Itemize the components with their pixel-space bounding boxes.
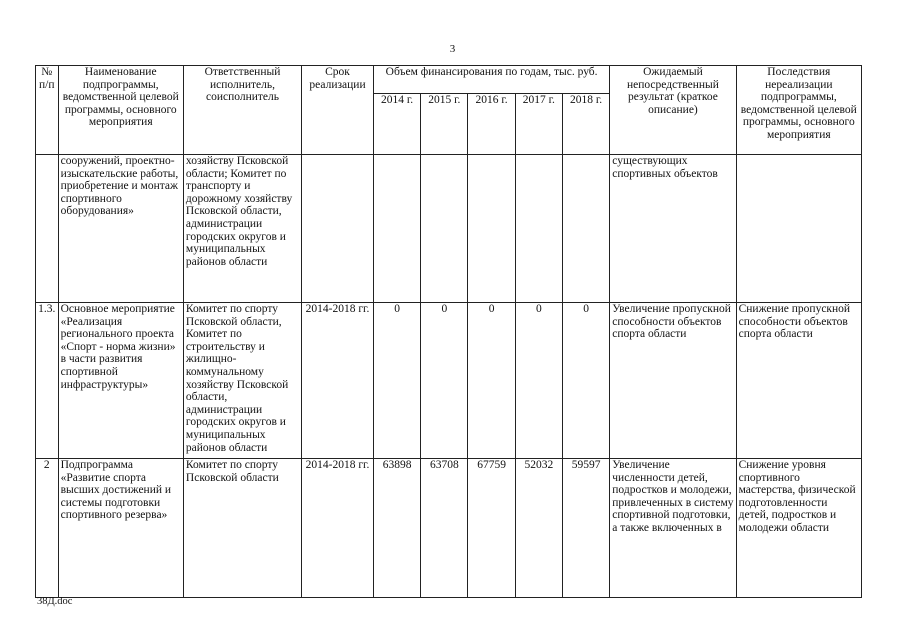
row-term [302, 155, 374, 303]
row-executor: Комитет по спорту Псковской области, Комитет по строительству и жилищно-коммунальному хозяйству Псковской области, администрации городских округов и муниципальных районов области [183, 303, 301, 459]
row-num: 1.3. [36, 303, 59, 459]
row-value: 59597 [562, 459, 609, 598]
header-year: 2016 г. [468, 94, 515, 155]
row-consequences: Снижение уровня спортивного мастерства, физической подготовленности детей, подростков и молодежи области [736, 459, 861, 598]
header-year: 2014 г. [373, 94, 420, 155]
row-value: 0 [421, 303, 468, 459]
row-value: 63708 [421, 459, 468, 598]
row-name: Основное мероприятие «Реализация регионального проекта «Спорт - норма жизни» в части развития спортивной инфраструктуры» [58, 303, 183, 459]
header-consequences: Последствия нереализации подпрограммы, ведомственной целевой программы, основного мероприятия [736, 66, 861, 155]
header-year: 2017 г. [515, 94, 562, 155]
row-value [515, 155, 562, 303]
row-name: сооружений, проектно-изыскательские работы, приобретение и монтаж спортивного оборудования» [58, 155, 183, 303]
row-value [373, 155, 420, 303]
row-num [36, 155, 59, 303]
row-consequences: Снижение пропускной способности объектов спорта области [736, 303, 861, 459]
row-term: 2014-2018 гг. [302, 459, 374, 598]
program-table [35, 65, 862, 598]
row-num: 2 [36, 459, 59, 598]
row-result: Увеличение пропускной способности объектов спорта области [610, 303, 736, 459]
row-executor: Комитет по спорту Псковской области [183, 459, 301, 598]
row-value [421, 155, 468, 303]
row-value: 0 [468, 303, 515, 459]
page-number: 3 [449, 43, 456, 55]
header-name: Наименование подпрограммы, ведомственной целевой программы, основного мероприятия [58, 66, 183, 155]
table-row [36, 303, 862, 459]
row-name: Подпрограмма «Развитие спорта высших достижений и системы подготовки спортивного резерва» [58, 459, 183, 598]
header-term: Срок реализации [302, 66, 374, 155]
row-value: 0 [515, 303, 562, 459]
row-executor: хозяйству Псковской области; Комитет по транспорту и дорожному хозяйству Псковской области, администрации городских округов и муниципальных районов области [183, 155, 301, 303]
table-row [36, 155, 862, 303]
row-value: 67759 [468, 459, 515, 598]
row-result: Увеличение численности детей, подростков и молодежи, привлеченных в систему спортивной подготовки, а также включенных в [610, 459, 736, 598]
header-result: Ожидаемый непосредственный результат (краткое описание) [610, 66, 736, 155]
row-value: 63898 [373, 459, 420, 598]
table-row [36, 459, 862, 598]
row-value [468, 155, 515, 303]
row-consequences [736, 155, 861, 303]
row-result: существующих спортивных объектов [610, 155, 736, 303]
header-funding: Объем финансирования по годам, тыс. руб. [373, 66, 609, 94]
footer-filename: 38Д.doc [37, 596, 73, 607]
row-value: 0 [373, 303, 420, 459]
header-year: 2015 г. [421, 94, 468, 155]
header-executor: Ответственный исполнитель, соисполнитель [183, 66, 301, 155]
row-value: 52032 [515, 459, 562, 598]
header-year: 2018 г. [562, 94, 609, 155]
row-value [562, 155, 609, 303]
header-num: № п/п [36, 66, 59, 155]
row-value: 0 [562, 303, 609, 459]
row-term: 2014-2018 гг. [302, 303, 374, 459]
